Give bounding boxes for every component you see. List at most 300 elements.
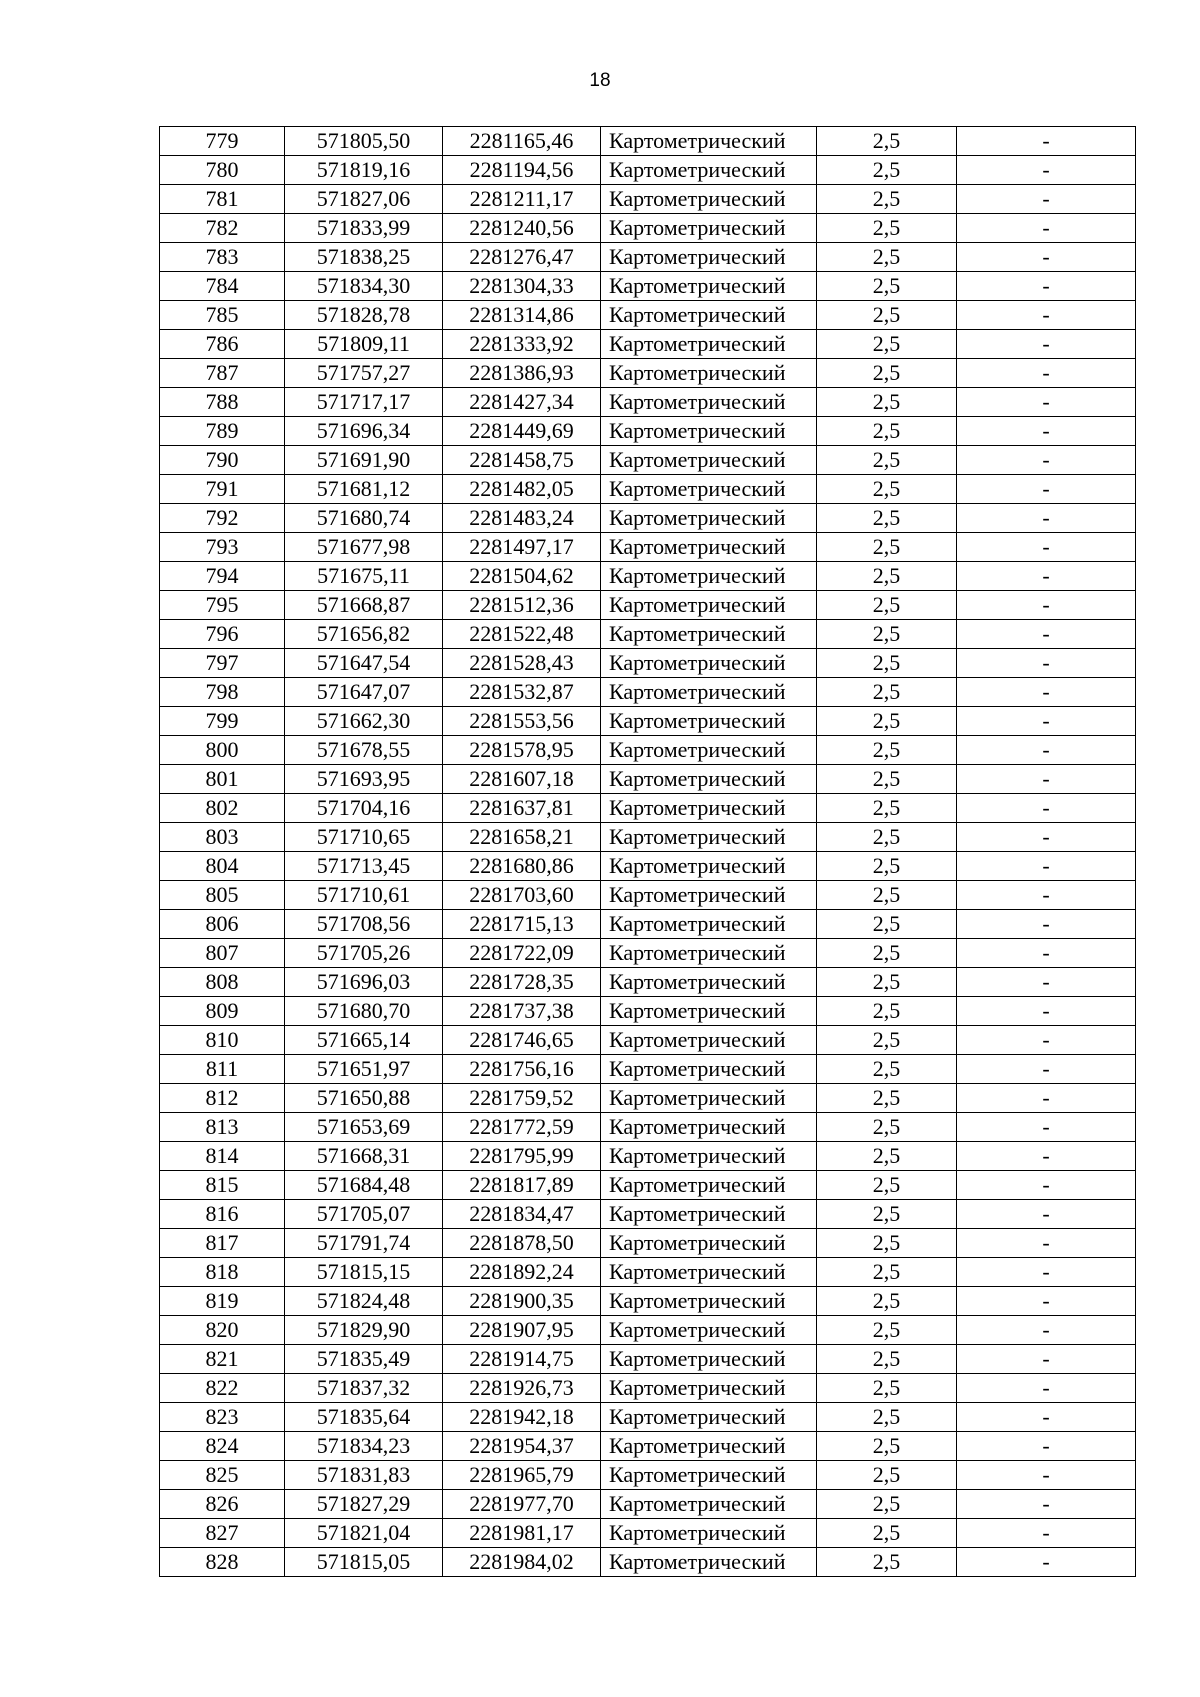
x-coordinate-cell: 571831,83 (285, 1461, 443, 1490)
method-cell: Картометрический (601, 823, 817, 852)
table-row (160, 1026, 1136, 1055)
method-cell: Картометрический (601, 765, 817, 794)
method-cell: Картометрический (601, 997, 817, 1026)
note-cell: - (957, 1084, 1136, 1113)
y-coordinate-cell: 2281532,87 (443, 678, 601, 707)
method-cell: Картометрический (601, 1316, 817, 1345)
point-number-cell: 793 (160, 533, 285, 562)
x-coordinate-cell: 571693,95 (285, 765, 443, 794)
method-cell: Картометрический (601, 881, 817, 910)
table-row (160, 1084, 1136, 1113)
note-cell: - (957, 214, 1136, 243)
y-coordinate-cell: 2281942,18 (443, 1403, 601, 1432)
table-row (160, 1345, 1136, 1374)
point-number-cell: 788 (160, 388, 285, 417)
accuracy-cell: 2,5 (817, 156, 957, 185)
method-cell: Картометрический (601, 794, 817, 823)
table-row (160, 1258, 1136, 1287)
accuracy-cell: 2,5 (817, 1345, 957, 1374)
accuracy-cell: 2,5 (817, 446, 957, 475)
point-number-cell: 812 (160, 1084, 285, 1113)
table-row (160, 1200, 1136, 1229)
point-number-cell: 799 (160, 707, 285, 736)
table-row (160, 562, 1136, 591)
note-cell: - (957, 1258, 1136, 1287)
accuracy-cell: 2,5 (817, 736, 957, 765)
note-cell: - (957, 823, 1136, 852)
y-coordinate-cell: 2281728,35 (443, 968, 601, 997)
note-cell: - (957, 1171, 1136, 1200)
note-cell: - (957, 1055, 1136, 1084)
y-coordinate-cell: 2281482,05 (443, 475, 601, 504)
point-number-cell: 798 (160, 678, 285, 707)
table-row (160, 707, 1136, 736)
x-coordinate-cell: 571680,74 (285, 504, 443, 533)
method-cell: Картометрический (601, 1026, 817, 1055)
x-coordinate-cell: 571681,12 (285, 475, 443, 504)
y-coordinate-cell: 2281333,92 (443, 330, 601, 359)
table-row (160, 359, 1136, 388)
method-cell: Картометрический (601, 1171, 817, 1200)
accuracy-cell: 2,5 (817, 794, 957, 823)
table-body (160, 127, 1136, 1577)
method-cell: Картометрический (601, 591, 817, 620)
x-coordinate-cell: 571829,90 (285, 1316, 443, 1345)
table-row (160, 417, 1136, 446)
table-row (160, 1171, 1136, 1200)
table-row (160, 330, 1136, 359)
point-number-cell: 789 (160, 417, 285, 446)
y-coordinate-cell: 2281892,24 (443, 1258, 601, 1287)
accuracy-cell: 2,5 (817, 1084, 957, 1113)
y-coordinate-cell: 2281165,46 (443, 127, 601, 156)
accuracy-cell: 2,5 (817, 1055, 957, 1084)
method-cell: Картометрический (601, 1113, 817, 1142)
point-number-cell: 795 (160, 591, 285, 620)
note-cell: - (957, 330, 1136, 359)
point-number-cell: 790 (160, 446, 285, 475)
table-row (160, 765, 1136, 794)
note-cell: - (957, 533, 1136, 562)
x-coordinate-cell: 571713,45 (285, 852, 443, 881)
note-cell: - (957, 156, 1136, 185)
point-number-cell: 801 (160, 765, 285, 794)
y-coordinate-cell: 2281240,56 (443, 214, 601, 243)
table-row (160, 1374, 1136, 1403)
y-coordinate-cell: 2281722,09 (443, 939, 601, 968)
table-row (160, 968, 1136, 997)
note-cell: - (957, 1026, 1136, 1055)
point-number-cell: 806 (160, 910, 285, 939)
y-coordinate-cell: 2281737,38 (443, 997, 601, 1026)
x-coordinate-cell: 571653,69 (285, 1113, 443, 1142)
x-coordinate-cell: 571705,07 (285, 1200, 443, 1229)
x-coordinate-cell: 571696,34 (285, 417, 443, 446)
accuracy-cell: 2,5 (817, 591, 957, 620)
accuracy-cell: 2,5 (817, 330, 957, 359)
accuracy-cell: 2,5 (817, 620, 957, 649)
x-coordinate-cell: 571815,15 (285, 1258, 443, 1287)
method-cell: Картометрический (601, 1548, 817, 1577)
note-cell: - (957, 1316, 1136, 1345)
accuracy-cell: 2,5 (817, 1200, 957, 1229)
note-cell: - (957, 881, 1136, 910)
y-coordinate-cell: 2281194,56 (443, 156, 601, 185)
y-coordinate-cell: 2281427,34 (443, 388, 601, 417)
y-coordinate-cell: 2281703,60 (443, 881, 601, 910)
note-cell: - (957, 1403, 1136, 1432)
point-number-cell: 794 (160, 562, 285, 591)
note-cell: - (957, 1374, 1136, 1403)
note-cell: - (957, 1113, 1136, 1142)
method-cell: Картометрический (601, 417, 817, 446)
x-coordinate-cell: 571835,49 (285, 1345, 443, 1374)
y-coordinate-cell: 2281878,50 (443, 1229, 601, 1258)
x-coordinate-cell: 571665,14 (285, 1026, 443, 1055)
table-row (160, 504, 1136, 533)
y-coordinate-cell: 2281314,86 (443, 301, 601, 330)
point-number-cell: 815 (160, 1171, 285, 1200)
method-cell: Картометрический (601, 1519, 817, 1548)
point-number-cell: 803 (160, 823, 285, 852)
note-cell: - (957, 591, 1136, 620)
x-coordinate-cell: 571668,31 (285, 1142, 443, 1171)
x-coordinate-cell: 571834,23 (285, 1432, 443, 1461)
point-number-cell: 819 (160, 1287, 285, 1316)
note-cell: - (957, 736, 1136, 765)
method-cell: Картометрический (601, 1345, 817, 1374)
point-number-cell: 786 (160, 330, 285, 359)
method-cell: Картометрический (601, 1142, 817, 1171)
table-row (160, 823, 1136, 852)
y-coordinate-cell: 2281458,75 (443, 446, 601, 475)
point-number-cell: 800 (160, 736, 285, 765)
table-row (160, 1055, 1136, 1084)
x-coordinate-cell: 571838,25 (285, 243, 443, 272)
x-coordinate-cell: 571835,64 (285, 1403, 443, 1432)
y-coordinate-cell: 2281276,47 (443, 243, 601, 272)
y-coordinate-cell: 2281746,65 (443, 1026, 601, 1055)
method-cell: Картометрический (601, 475, 817, 504)
x-coordinate-cell: 571815,05 (285, 1548, 443, 1577)
point-number-cell: 811 (160, 1055, 285, 1084)
method-cell: Картометрический (601, 185, 817, 214)
point-number-cell: 804 (160, 852, 285, 881)
point-number-cell: 802 (160, 794, 285, 823)
method-cell: Картометрический (601, 388, 817, 417)
table-row (160, 1548, 1136, 1577)
note-cell: - (957, 1519, 1136, 1548)
x-coordinate-cell: 571704,16 (285, 794, 443, 823)
point-number-cell: 787 (160, 359, 285, 388)
method-cell: Картометрический (601, 939, 817, 968)
note-cell: - (957, 968, 1136, 997)
point-number-cell: 791 (160, 475, 285, 504)
method-cell: Картометрический (601, 562, 817, 591)
table-row (160, 997, 1136, 1026)
x-coordinate-cell: 571805,50 (285, 127, 443, 156)
table-row (160, 243, 1136, 272)
method-cell: Картометрический (601, 1055, 817, 1084)
accuracy-cell: 2,5 (817, 765, 957, 794)
note-cell: - (957, 359, 1136, 388)
y-coordinate-cell: 2281756,16 (443, 1055, 601, 1084)
accuracy-cell: 2,5 (817, 1374, 957, 1403)
x-coordinate-cell: 571828,78 (285, 301, 443, 330)
note-cell: - (957, 417, 1136, 446)
note-cell: - (957, 1287, 1136, 1316)
note-cell: - (957, 1345, 1136, 1374)
note-cell: - (957, 707, 1136, 736)
accuracy-cell: 2,5 (817, 1461, 957, 1490)
point-number-cell: 813 (160, 1113, 285, 1142)
point-number-cell: 785 (160, 301, 285, 330)
accuracy-cell: 2,5 (817, 1316, 957, 1345)
method-cell: Картометрический (601, 852, 817, 881)
x-coordinate-cell: 571833,99 (285, 214, 443, 243)
point-number-cell: 820 (160, 1316, 285, 1345)
x-coordinate-cell: 571662,30 (285, 707, 443, 736)
accuracy-cell: 2,5 (817, 881, 957, 910)
accuracy-cell: 2,5 (817, 707, 957, 736)
x-coordinate-cell: 571647,07 (285, 678, 443, 707)
table-row (160, 388, 1136, 417)
table-row (160, 794, 1136, 823)
note-cell: - (957, 475, 1136, 504)
accuracy-cell: 2,5 (817, 214, 957, 243)
point-number-cell: 821 (160, 1345, 285, 1374)
note-cell: - (957, 272, 1136, 301)
y-coordinate-cell: 2281984,02 (443, 1548, 601, 1577)
x-coordinate-cell: 571651,97 (285, 1055, 443, 1084)
point-number-cell: 826 (160, 1490, 285, 1519)
y-coordinate-cell: 2281795,99 (443, 1142, 601, 1171)
method-cell: Картометрический (601, 968, 817, 997)
x-coordinate-cell: 571809,11 (285, 330, 443, 359)
accuracy-cell: 2,5 (817, 1287, 957, 1316)
method-cell: Картометрический (601, 910, 817, 939)
point-number-cell: 784 (160, 272, 285, 301)
y-coordinate-cell: 2281759,52 (443, 1084, 601, 1113)
point-number-cell: 825 (160, 1461, 285, 1490)
x-coordinate-cell: 571837,32 (285, 1374, 443, 1403)
method-cell: Картометрический (601, 707, 817, 736)
table-row (160, 910, 1136, 939)
point-number-cell: 783 (160, 243, 285, 272)
accuracy-cell: 2,5 (817, 243, 957, 272)
method-cell: Картометрический (601, 1461, 817, 1490)
point-number-cell: 817 (160, 1229, 285, 1258)
accuracy-cell: 2,5 (817, 1519, 957, 1548)
y-coordinate-cell: 2281817,89 (443, 1171, 601, 1200)
table-row (160, 1519, 1136, 1548)
table-row (160, 446, 1136, 475)
accuracy-cell: 2,5 (817, 533, 957, 562)
accuracy-cell: 2,5 (817, 185, 957, 214)
x-coordinate-cell: 571680,70 (285, 997, 443, 1026)
note-cell: - (957, 185, 1136, 214)
note-cell: - (957, 620, 1136, 649)
accuracy-cell: 2,5 (817, 649, 957, 678)
x-coordinate-cell: 571821,04 (285, 1519, 443, 1548)
point-number-cell: 818 (160, 1258, 285, 1287)
x-coordinate-cell: 571791,74 (285, 1229, 443, 1258)
table-row (160, 1432, 1136, 1461)
method-cell: Картометрический (601, 533, 817, 562)
y-coordinate-cell: 2281680,86 (443, 852, 601, 881)
table-row (160, 1461, 1136, 1490)
x-coordinate-cell: 571691,90 (285, 446, 443, 475)
point-number-cell: 824 (160, 1432, 285, 1461)
y-coordinate-cell: 2281504,62 (443, 562, 601, 591)
method-cell: Картометрический (601, 504, 817, 533)
accuracy-cell: 2,5 (817, 504, 957, 533)
accuracy-cell: 2,5 (817, 127, 957, 156)
point-number-cell: 797 (160, 649, 285, 678)
accuracy-cell: 2,5 (817, 1432, 957, 1461)
y-coordinate-cell: 2281211,17 (443, 185, 601, 214)
y-coordinate-cell: 2281981,17 (443, 1519, 601, 1548)
accuracy-cell: 2,5 (817, 1113, 957, 1142)
note-cell: - (957, 1229, 1136, 1258)
accuracy-cell: 2,5 (817, 388, 957, 417)
y-coordinate-cell: 2281658,21 (443, 823, 601, 852)
table-row (160, 533, 1136, 562)
accuracy-cell: 2,5 (817, 1258, 957, 1287)
x-coordinate-cell: 571675,11 (285, 562, 443, 591)
x-coordinate-cell: 571757,27 (285, 359, 443, 388)
point-number-cell: 814 (160, 1142, 285, 1171)
y-coordinate-cell: 2281772,59 (443, 1113, 601, 1142)
method-cell: Картометрический (601, 678, 817, 707)
method-cell: Картометрический (601, 127, 817, 156)
accuracy-cell: 2,5 (817, 301, 957, 330)
x-coordinate-cell: 571827,06 (285, 185, 443, 214)
table-row (160, 1229, 1136, 1258)
table-row (160, 1287, 1136, 1316)
x-coordinate-cell: 571824,48 (285, 1287, 443, 1316)
note-cell: - (957, 649, 1136, 678)
method-cell: Картометрический (601, 330, 817, 359)
x-coordinate-cell: 571819,16 (285, 156, 443, 185)
note-cell: - (957, 1461, 1136, 1490)
accuracy-cell: 2,5 (817, 678, 957, 707)
method-cell: Картометрический (601, 1200, 817, 1229)
y-coordinate-cell: 2281386,93 (443, 359, 601, 388)
x-coordinate-cell: 571696,03 (285, 968, 443, 997)
point-number-cell: 781 (160, 185, 285, 214)
point-number-cell: 816 (160, 1200, 285, 1229)
y-coordinate-cell: 2281965,79 (443, 1461, 601, 1490)
accuracy-cell: 2,5 (817, 359, 957, 388)
note-cell: - (957, 1200, 1136, 1229)
y-coordinate-cell: 2281607,18 (443, 765, 601, 794)
accuracy-cell: 2,5 (817, 852, 957, 881)
table-row (160, 881, 1136, 910)
accuracy-cell: 2,5 (817, 475, 957, 504)
accuracy-cell: 2,5 (817, 562, 957, 591)
point-number-cell: 807 (160, 939, 285, 968)
note-cell: - (957, 939, 1136, 968)
y-coordinate-cell: 2281528,43 (443, 649, 601, 678)
table-row (160, 185, 1136, 214)
accuracy-cell: 2,5 (817, 1548, 957, 1577)
method-cell: Картометрический (601, 243, 817, 272)
x-coordinate-cell: 571705,26 (285, 939, 443, 968)
method-cell: Картометрический (601, 1403, 817, 1432)
note-cell: - (957, 446, 1136, 475)
method-cell: Картометрический (601, 1287, 817, 1316)
note-cell: - (957, 1490, 1136, 1519)
table-row (160, 939, 1136, 968)
method-cell: Картометрический (601, 301, 817, 330)
x-coordinate-cell: 571708,56 (285, 910, 443, 939)
x-coordinate-cell: 571684,48 (285, 1171, 443, 1200)
note-cell: - (957, 388, 1136, 417)
note-cell: - (957, 127, 1136, 156)
table-row (160, 736, 1136, 765)
page-number: 18 (589, 70, 611, 91)
y-coordinate-cell: 2281304,33 (443, 272, 601, 301)
x-coordinate-cell: 571710,65 (285, 823, 443, 852)
table-row (160, 214, 1136, 243)
accuracy-cell: 2,5 (817, 968, 957, 997)
table-row (160, 678, 1136, 707)
accuracy-cell: 2,5 (817, 272, 957, 301)
note-cell: - (957, 562, 1136, 591)
point-number-cell: 827 (160, 1519, 285, 1548)
accuracy-cell: 2,5 (817, 1026, 957, 1055)
point-number-cell: 828 (160, 1548, 285, 1577)
x-coordinate-cell: 571827,29 (285, 1490, 443, 1519)
point-number-cell: 810 (160, 1026, 285, 1055)
point-number-cell: 805 (160, 881, 285, 910)
accuracy-cell: 2,5 (817, 1229, 957, 1258)
x-coordinate-cell: 571710,61 (285, 881, 443, 910)
note-cell: - (957, 852, 1136, 881)
method-cell: Картометрический (601, 446, 817, 475)
method-cell: Картометрический (601, 359, 817, 388)
accuracy-cell: 2,5 (817, 939, 957, 968)
note-cell: - (957, 1548, 1136, 1577)
point-number-cell: 796 (160, 620, 285, 649)
point-number-cell: 823 (160, 1403, 285, 1432)
method-cell: Картометрический (601, 156, 817, 185)
note-cell: - (957, 765, 1136, 794)
coordinates-table (159, 126, 1136, 1577)
y-coordinate-cell: 2281834,47 (443, 1200, 601, 1229)
accuracy-cell: 2,5 (817, 1142, 957, 1171)
y-coordinate-cell: 2281914,75 (443, 1345, 601, 1374)
table-row (160, 591, 1136, 620)
x-coordinate-cell: 571656,82 (285, 620, 443, 649)
y-coordinate-cell: 2281483,24 (443, 504, 601, 533)
x-coordinate-cell: 571650,88 (285, 1084, 443, 1113)
y-coordinate-cell: 2281637,81 (443, 794, 601, 823)
note-cell: - (957, 1432, 1136, 1461)
y-coordinate-cell: 2281553,56 (443, 707, 601, 736)
note-cell: - (957, 910, 1136, 939)
table-row (160, 475, 1136, 504)
x-coordinate-cell: 571717,17 (285, 388, 443, 417)
method-cell: Картометрический (601, 1084, 817, 1113)
accuracy-cell: 2,5 (817, 1403, 957, 1432)
y-coordinate-cell: 2281926,73 (443, 1374, 601, 1403)
accuracy-cell: 2,5 (817, 1171, 957, 1200)
note-cell: - (957, 243, 1136, 272)
x-coordinate-cell: 571647,54 (285, 649, 443, 678)
table-row (160, 852, 1136, 881)
